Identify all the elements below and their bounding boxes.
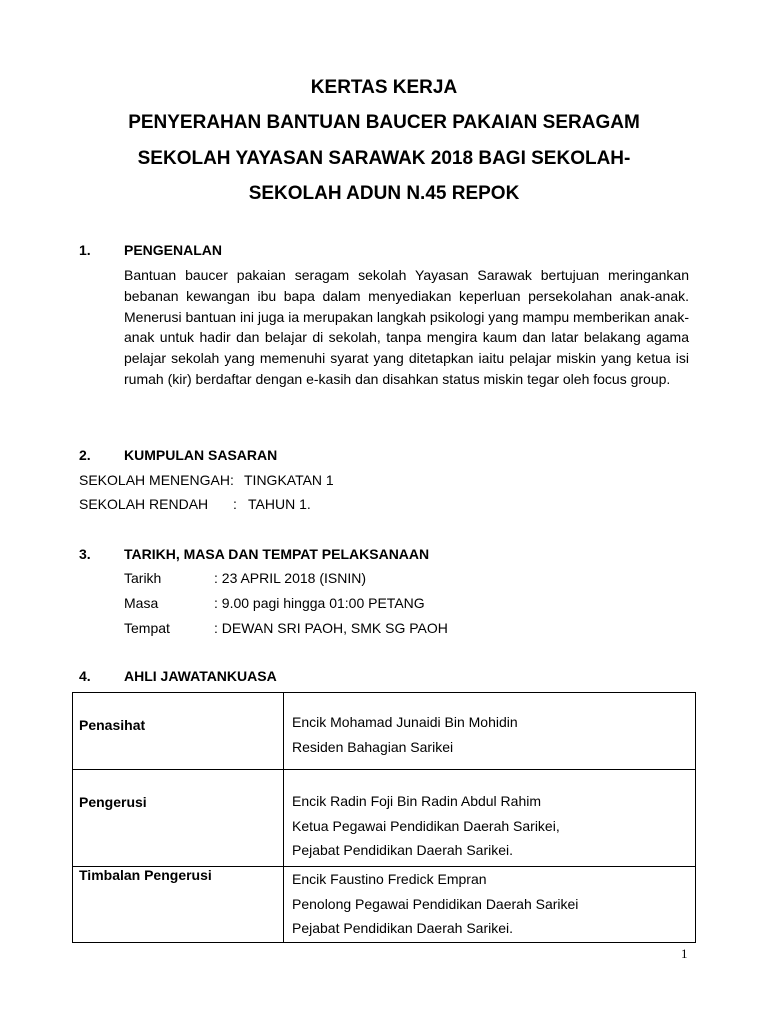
- target-separator: :: [233, 496, 237, 512]
- document-title-line-4: SEKOLAH ADUN N.45 REPOK: [248, 183, 520, 204]
- committee-member: [284, 770, 696, 867]
- section-1-body: Bantuan baucer pakaian seragam sekolah Yayasan Sarawak bertujuan meringankan bebanan kewangan ibu bapa dalam menyediakan keperluan persekolahan anak-anak. Menerusi bantuan ini juga ia merupakan langkah psikologi yang mampu memberikan anak-anak untuk hadir dan belajar di sekolah, tanpa mengira kaum dan latar belakang agama pelajar sekolah yang memenuhi syarat yang ditetapkan iaitu pelajar miskin yang ketua isi rumah (kir) berdaftar dengan e-kasih dan disahkan status miskin tegar oleh focus group.: [124, 267, 689, 387]
- target-separator: :: [230, 472, 234, 488]
- committee-member-line: Encik Radin Foji Bin Radin Abdul Rahim: [292, 793, 542, 809]
- committee-row: [73, 867, 696, 943]
- section-3-heading: TARIKH, MASA DAN TEMPAT PELAKSANAAN: [124, 546, 430, 562]
- detail-label-venue: Tempat: [124, 620, 170, 636]
- detail-label-date: Tarikh: [124, 570, 162, 586]
- committee-member-line: Pejabat Pendidikan Daerah Sarikei.: [292, 842, 514, 858]
- section-2-heading: KUMPULAN SASARAN: [124, 447, 278, 463]
- committee-member-line: Penolong Pegawai Pendidikan Daerah Sarikei: [292, 895, 579, 912]
- detail-label-time: Masa: [124, 595, 159, 611]
- target-value: TINGKATAN 1: [244, 472, 334, 488]
- committee-role: Penasihat: [73, 693, 284, 770]
- committee-member-line: Residen Bahagian Sarikei: [292, 738, 454, 755]
- committee-role: Pengerusi: [73, 770, 284, 867]
- page-number: 1: [681, 946, 688, 961]
- committee-member-line: Ketua Pegawai Pendidikan Daerah Sarikei,: [292, 817, 560, 834]
- detail-value-time: : 9.00 pagi hingga 01:00 PETANG: [214, 595, 425, 611]
- committee-member-line: Pejabat Pendidikan Daerah Sarikei.: [292, 920, 514, 936]
- committee-row: [73, 770, 696, 867]
- committee-row: [73, 693, 696, 770]
- section-1-heading: PENGENALAN: [124, 242, 223, 258]
- detail-value-venue: : DEWAN SRI PAOH, SMK SG PAOH: [214, 620, 448, 636]
- section-3-number: 3.: [79, 546, 91, 562]
- committee-member: [284, 693, 696, 770]
- section-2-number: 2.: [79, 447, 91, 463]
- target-label: SEKOLAH MENENGAH: [79, 472, 230, 488]
- detail-value-date: : 23 APRIL 2018 (ISNIN): [214, 570, 366, 586]
- committee-member-line: Encik Faustino Fredick Empran: [292, 871, 487, 887]
- committee-table: [72, 692, 696, 943]
- document-title-line-3: SEKOLAH YAYASAN SARAWAK 2018 BAGI SEKOLAH-: [137, 148, 631, 169]
- committee-member: [284, 867, 696, 943]
- committee-role: Timbalan Pengerusi: [73, 867, 284, 943]
- committee-member-line: Encik Mohamad Junaidi Bin Mohidin: [292, 714, 518, 730]
- target-value: TAHUN 1.: [248, 496, 311, 512]
- target-label: SEKOLAH RENDAH: [79, 496, 209, 512]
- section-4-heading: AHLI JAWATANKUASA: [124, 668, 277, 684]
- document-title-line-2: PENYERAHAN BANTUAN BAUCER PAKAIAN SERAGAM: [128, 112, 640, 133]
- section-4-number: 4.: [79, 668, 91, 684]
- document-title-line-1: KERTAS KERJA: [310, 77, 458, 98]
- section-1-number: 1.: [79, 242, 91, 258]
